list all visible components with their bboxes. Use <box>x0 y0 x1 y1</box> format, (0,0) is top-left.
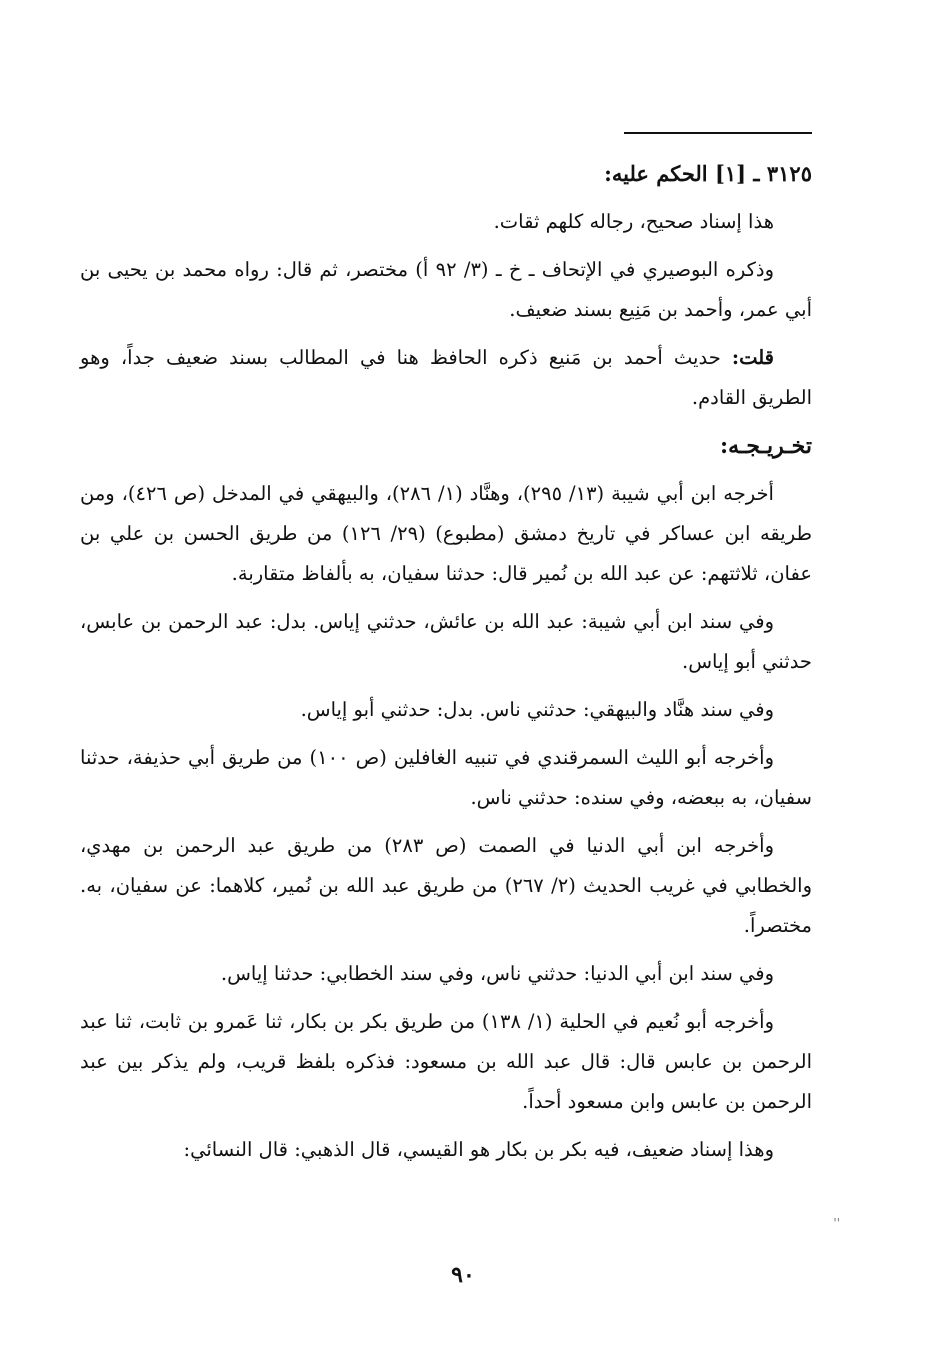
paragraph-isnad-daif: وهذا إسناد ضعيف، فيه بكر بن بكار هو القيسي، قال الذهبي: قال النسائي: <box>183 1138 774 1161</box>
paragraph-abu-nuaym: وأخرجه أبو نُعيم في الحلية (١/ ١٣٨) من طريق بكر بن بكار، ثنا عَمرو بن ثابت، ثنا عبد الرحمن بن عابس قال: قال عبد الله بن مسعود: فذكره بلفظ قريب، ولم يذكر بين عبد الرحمن بن عابس وابن مسعود أحداً. <box>80 1010 812 1113</box>
paragraph-samarqandi: وأخرجه أبو الليث السمرقندي في تنبيه الغافلين (ص ١٠٠) من طريق أبي حذيفة، حدثنا سفيان، به ببعضه، وفي سنده: حدثني ناس. <box>80 746 812 809</box>
takhrij-heading: تخـريـجـه: <box>719 433 812 459</box>
footnote-separator-rule <box>624 132 812 134</box>
paragraph-ibn-abi-dunya: وأخرجه ابن أبي الدنيا في الصمت (ص ٢٨٣) من طريق عبد الرحمن بن مهدي، والخطابي في غريب الحديث (٢/ ٢٦٧) من طريق عبد الله بن نُمير، كلاهما: عن سفيان، به. مختصراً. <box>80 834 812 937</box>
paragraph-busiri: وذكره البوصيري في الإتحاف ـ خ ـ (٣/ ٩٢ أ) مختصر، ثم قال: رواه محمد بن يحيى بن أبي عمر، وأحمد بن مَنِيع بسند ضعيف. <box>80 258 812 321</box>
qultu-label: قلت: <box>731 346 774 369</box>
paragraph-sanad-hannad: وفي سند هنَّاد والبيهقي: حدثني ناس. بدل: حدثني أبو إياس. <box>300 698 774 721</box>
footnote-content <box>80 154 812 1178</box>
paragraph-isnad-sahih: هذا إسناد صحيح، رجاله كلهم ثقات. <box>493 210 774 233</box>
paragraph-sanad-ibn-abi-dunya: وفي سند ابن أبي الدنيا: حدثني ناس، وفي سند الخطابي: حدثنا إياس. <box>220 962 774 985</box>
page-number: ٩٠ <box>451 1262 475 1288</box>
margin-mark: '' <box>833 1216 840 1230</box>
paragraph-ibn-abi-shayba: أخرجه ابن أبي شيبة (١٣/ ٢٩٥)، وهنَّاد (١/ ٢٨٦)، والبيهقي في المدخل (ص ٤٢٦)، ومن طريقه ابن عساكر في تاريخ دمشق (مطبوع) (٢٩/ ١٢٦) من طريق الحسن بن علي بن عفان، ثلاثتهم: عن عبد الله بن نُمير قال: حدثنا سفيان، به بألفاظ متقاربة. <box>80 482 812 585</box>
ruling-heading: ٣١٢٥ ـ [١] الحكم عليه: <box>604 161 812 186</box>
paragraph-qultu <box>80 338 812 418</box>
paragraph-sanad-ibn-abi-shayba: وفي سند ابن أبي شيبة: عبد الله بن عائش، حدثني إياس. بدل: عبد الرحمن بن عابس، حدثني أبو إياس. <box>80 610 812 673</box>
qultu-text: حديث أحمد بن مَنيع ذكره الحافظ هنا في المطالب بسند ضعيف جداً، وهو الطريق القادم. <box>80 346 812 409</box>
